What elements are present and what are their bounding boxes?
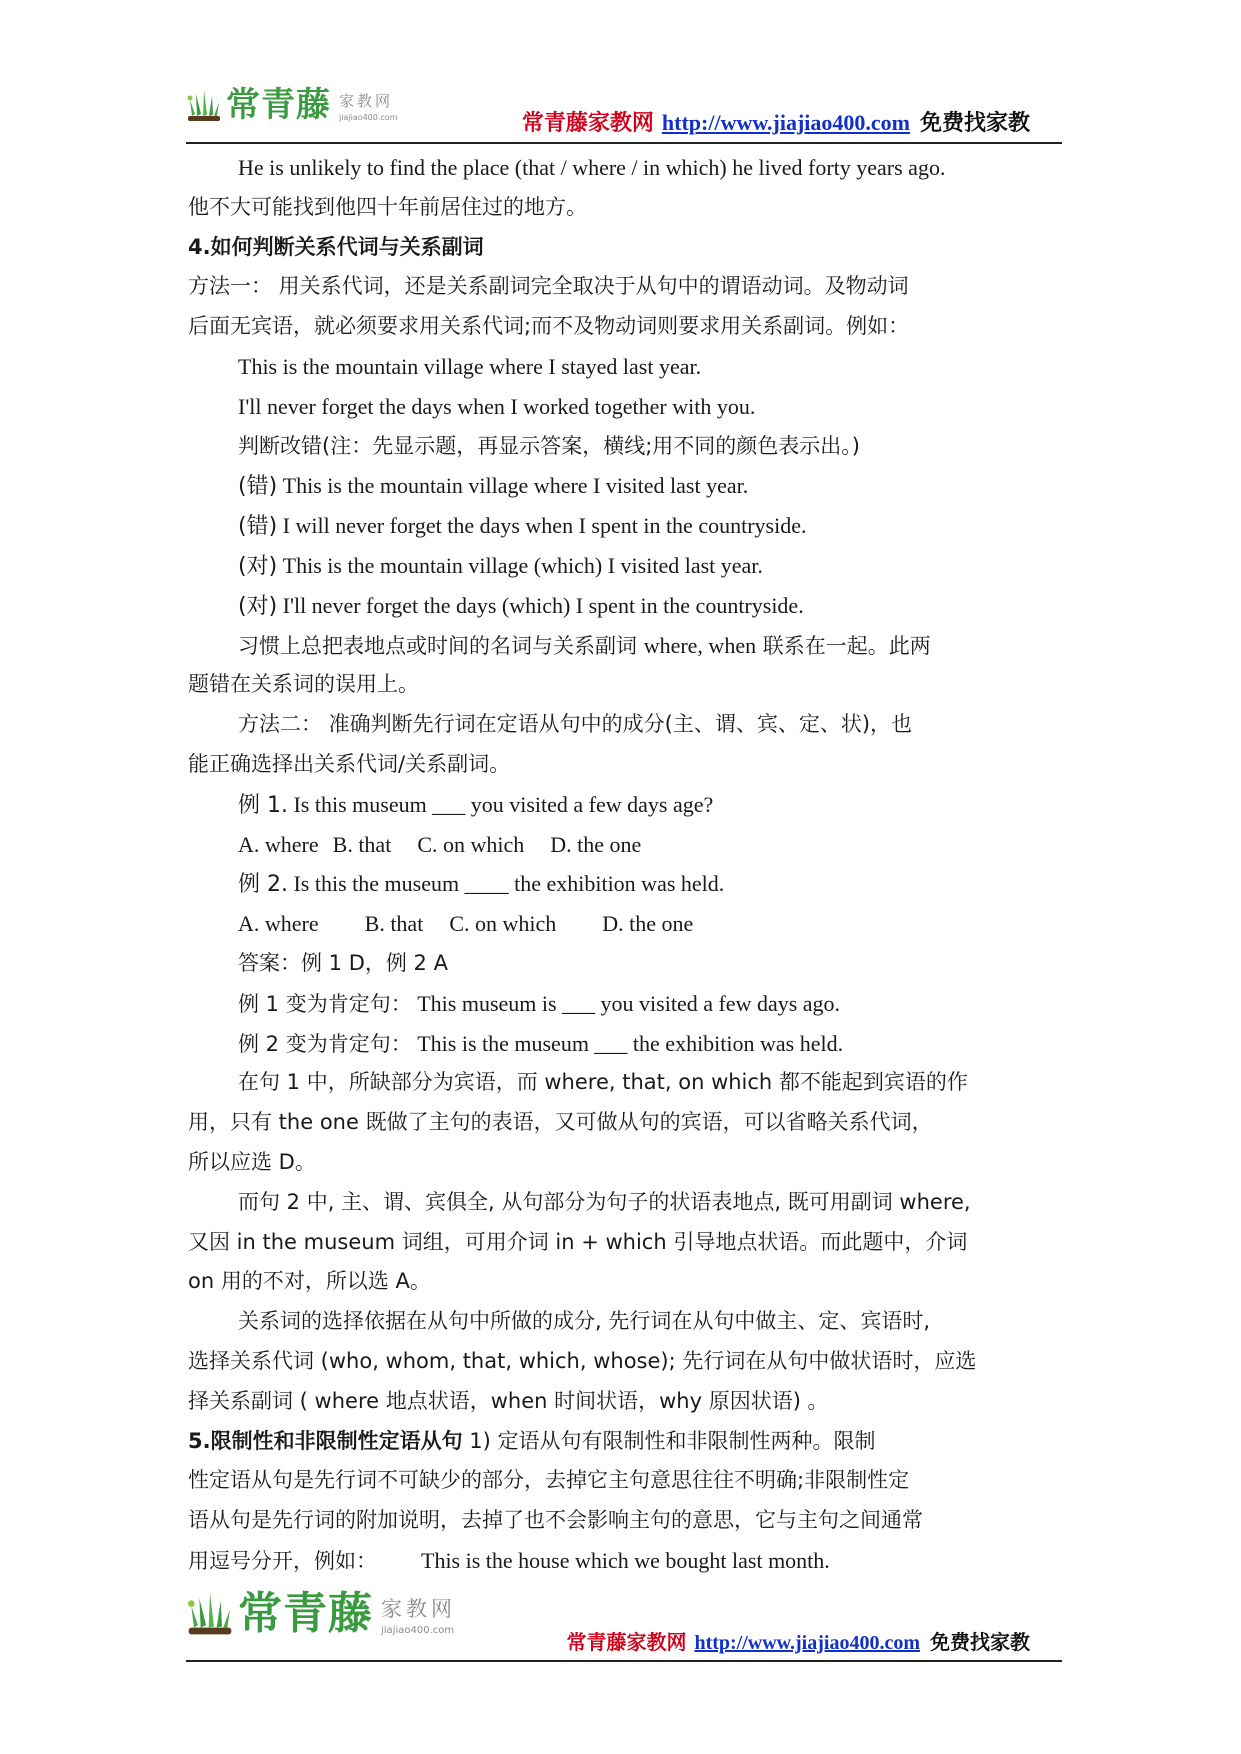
grass-sprout-icon bbox=[186, 1590, 234, 1636]
question-2 bbox=[188, 864, 1060, 904]
logo-subtitle bbox=[339, 90, 398, 122]
positive-tag: 例 1 变为肯定句： bbox=[238, 991, 412, 1016]
option-a: A. where bbox=[238, 831, 319, 857]
text-line: 用，只有 the one 既做了主句的表语，又可做从句的宾语，可以省略关系代词， bbox=[188, 1110, 933, 1135]
logo-sub-text: 家教网 bbox=[381, 1597, 456, 1621]
text-line bbox=[188, 626, 1060, 666]
slogan: 免费找家教 bbox=[919, 111, 1030, 136]
text-span: 习惯上总把表地点或时间的名词与关系副词 bbox=[238, 633, 644, 658]
header-tagline bbox=[522, 106, 1030, 137]
text-span: 1) 定语从句有限制性和非限制性两种。限制 bbox=[462, 1428, 876, 1453]
positive-sentence: This museum is ___ you visited a few days ago. bbox=[411, 990, 841, 1016]
answer-line: 答案：例 1 D，例 2 A bbox=[238, 950, 448, 975]
site-name: 常青藤家教网 bbox=[521, 111, 654, 136]
text-line: 所以应选 D。 bbox=[188, 1149, 316, 1174]
example-sentence: I'll never forget the days when I worked together with you. bbox=[238, 393, 756, 419]
logo-subtitle bbox=[381, 1593, 456, 1636]
logo-domain: jiajiao400.com bbox=[339, 113, 398, 122]
page-footer bbox=[186, 1590, 1062, 1662]
question-text: Is this the museum ____ the exhibition was held. bbox=[287, 871, 725, 897]
positive-tag: 例 2 变为肯定句： bbox=[238, 1031, 412, 1056]
page-header bbox=[186, 86, 1062, 144]
footer-tagline bbox=[566, 1626, 1030, 1655]
text-line: 语从句是先行词的附加说明，去掉了也不会影响主句的意思，它与主句之间通常 bbox=[188, 1508, 923, 1533]
text-line: 后面无宾语，就必须要求用关系代词;而不及物动词则要求用关系副词。例如： bbox=[188, 314, 910, 339]
wrong-example bbox=[188, 466, 1060, 506]
right-tag: (对) bbox=[238, 593, 278, 619]
wrong-tag: (错) bbox=[238, 514, 278, 540]
text-line: 又因 in the museum 词组，可用介词 in + which 引导地点状语。而此题中，介词 bbox=[188, 1229, 968, 1254]
grass-sprout-icon bbox=[186, 88, 222, 122]
text-line: 选择关系代词 (who, whom, that, which, whose); 先行词在从句中做状语时，应选 bbox=[188, 1348, 977, 1373]
right-example bbox=[188, 546, 1060, 586]
positive-2 bbox=[188, 1024, 1060, 1064]
example-sentence: This is the mountain village where I stayed last year. bbox=[238, 353, 702, 379]
site-name: 常青藤家教网 bbox=[566, 1630, 687, 1654]
text-span: 联系在一起。此两 bbox=[756, 633, 931, 658]
question-tag: 例 1. bbox=[238, 792, 288, 818]
text-line: He is unlikely to find the place (that / where / in which) he lived forty years ago. bbox=[238, 155, 946, 180]
text-line: 判断改错(注：先显示题，再显示答案，横线;用不同的颜色表示出。) bbox=[238, 433, 860, 458]
option-b: B. that bbox=[332, 831, 392, 857]
option-b: B. that bbox=[364, 911, 424, 937]
text-line bbox=[188, 1422, 1060, 1462]
example-sentence: This is the house which we bought last month. bbox=[377, 1547, 830, 1573]
text-line: 在句 1 中，所缺部分为宾语，而 where, that, on which 都不能起到宾语的作 bbox=[238, 1070, 968, 1095]
text-line: 关系词的选择依据在从句中所做的成分, 先行词在从句中做主、定、宾语时, bbox=[238, 1309, 931, 1334]
site-url-link[interactable]: http://www.jiajiao400.com bbox=[661, 110, 910, 135]
right-example bbox=[188, 586, 1060, 626]
wrong-example bbox=[188, 506, 1060, 546]
logo-name: 常青藤 bbox=[226, 85, 331, 125]
logo-name: 常青藤 bbox=[238, 1588, 373, 1639]
document-body bbox=[188, 148, 1060, 1581]
text-line bbox=[188, 1541, 1060, 1581]
option-d: D. the one bbox=[602, 911, 694, 937]
site-url-link[interactable]: http://www.jiajiao400.com bbox=[694, 1632, 920, 1654]
question-1 bbox=[188, 785, 1060, 825]
logo-domain: jiajiao400.com bbox=[381, 1625, 455, 1636]
wrong-sentence: I will never forget the days when I spent in the countryside. bbox=[277, 513, 807, 539]
brand-logo bbox=[186, 85, 398, 125]
positive-sentence: This is the museum ___ the exhibition was held. bbox=[411, 1030, 844, 1056]
right-sentence: This is the mountain village (which) I visited last year. bbox=[277, 552, 763, 578]
question-2-options bbox=[188, 904, 1060, 944]
positive-1 bbox=[188, 984, 1060, 1024]
text-span: 用逗号分开，例如： bbox=[188, 1548, 377, 1573]
brand-logo bbox=[186, 1588, 456, 1639]
option-c: C. on which bbox=[417, 831, 525, 857]
slogan: 免费找家教 bbox=[930, 1630, 1030, 1654]
question-text: Is this museum ___ you visited a few days age? bbox=[287, 791, 714, 817]
wrong-tag: (错) bbox=[238, 474, 278, 500]
text-line: 方法一： 用关系代词，还是关系副词完全取决于从句中的谓语动词。及物动词 bbox=[188, 274, 909, 299]
text-line: 择关系副词 ( where 地点状语，when 时间状语，why 原因状语) 。 bbox=[188, 1388, 829, 1413]
option-c: C. on which bbox=[449, 911, 557, 937]
logo-sub-text: 家教网 bbox=[339, 92, 394, 110]
right-tag: (对) bbox=[238, 553, 278, 579]
section-heading-4: 4.如何判断关系代词与关系副词 bbox=[188, 234, 484, 259]
text-line: 题错在关系词的误用上。 bbox=[188, 672, 419, 697]
text-line: 能正确选择出关系代词/关系副词。 bbox=[188, 751, 511, 776]
wrong-sentence: This is the mountain village where I visited last year. bbox=[277, 473, 749, 499]
question-tag: 例 2. bbox=[238, 872, 288, 898]
question-1-options bbox=[188, 825, 1060, 865]
text-line: 他不大可能找到他四十年前居住过的地方。 bbox=[188, 194, 587, 219]
text-span: where, when bbox=[643, 632, 757, 658]
section-heading-5: 5.限制性和非限制性定语从句 bbox=[188, 1428, 463, 1453]
option-d: D. the one bbox=[550, 831, 642, 857]
text-line: 方法二： 准确判断先行词在定语从句中的成分(主、谓、宾、定、状)，也 bbox=[238, 712, 913, 737]
option-a: A. where bbox=[238, 911, 319, 937]
text-line: 性定语从句是先行词不可缺少的部分，去掉它主句意思往往不明确;非限制性定 bbox=[188, 1468, 910, 1493]
text-line: 而句 2 中, 主、谓、宾俱全, 从句部分为句子的状语表地点, 既可用副词 where, bbox=[238, 1189, 971, 1214]
text-line: on 用的不对，所以选 A。 bbox=[188, 1269, 431, 1294]
right-sentence: I'll never forget the days (which) I spent in the countryside. bbox=[277, 592, 804, 618]
